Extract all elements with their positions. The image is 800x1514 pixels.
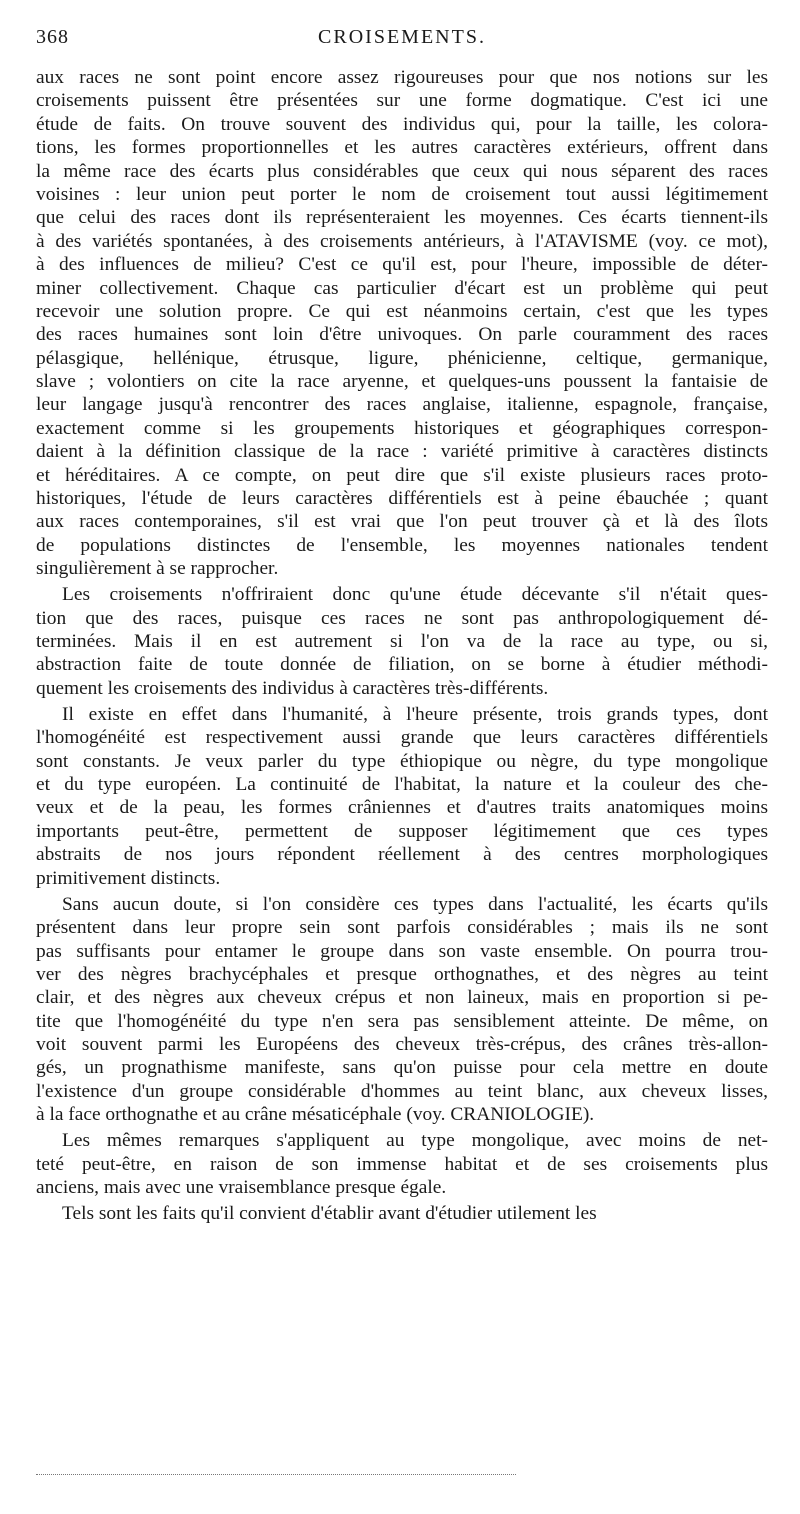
text-line: et héréditaires. A ce compte, on peut dire que s'il existe plusieurs races proto- — [36, 464, 768, 486]
running-head: CROISEMENTS. — [318, 26, 486, 48]
text-line: l'homogénéité est respectivement aussi grande que leurs caractères différentiels — [36, 727, 768, 749]
text-line: l'existence d'un groupe considérable d'hommes au teint blanc, aux cheveux lisses, — [36, 1080, 768, 1102]
text-line: quement les croisements des individus à caractères très-différents. — [36, 677, 549, 699]
text-line: sont constants. Je veux parler du type éthiopique ou nègre, du type mongolique — [36, 750, 768, 772]
paragraph — [36, 66, 768, 581]
paragraph — [36, 1202, 768, 1225]
text-line: veux et de la peau, les formes crâniennes et d'autres traits anatomiques moins — [36, 797, 768, 819]
text-line: gés, un prognathisme manifeste, sans qu'on puisse pour cela mettre en doute — [36, 1057, 768, 1079]
text-line: slave ; volontiers on cite la race aryenne, et quelques-uns poussent la fantaisie de — [36, 371, 768, 393]
text-line: et du type européen. La continuité de l'habitat, la nature et la couleur des che- — [36, 774, 768, 796]
body-text — [36, 66, 768, 1228]
text-line: Sans aucun doute, si l'on considère ces types dans l'actualité, les écarts qu'ils — [62, 893, 768, 915]
paragraph — [36, 893, 768, 1127]
paragraph — [36, 583, 768, 700]
text-line: aux races ne sont point encore assez rigoureuses pour que nos notions sur les — [36, 67, 768, 88]
paragraph — [36, 1129, 768, 1199]
text-line: teté peut-être, en raison de son immense habitat et de ses croisements plus — [36, 1153, 768, 1175]
text-line: exactement comme si les groupements historiques et géographiques correspon- — [36, 417, 768, 439]
text-line: Les mêmes remarques s'appliquent au type mongolique, avec moins de net- — [62, 1130, 768, 1152]
text-line: daient à la définition classique de la race : variété primitive à caractères distincts — [36, 441, 768, 463]
text-line: à des variétés spontanées, à des croisements antérieurs, à l'ATAVISME (voy. ce mot), — [36, 230, 768, 252]
page-number: 368 — [36, 26, 69, 48]
text-line: que celui des races dont ils représenteraient les moyennes. Ces écarts tiennent-ils — [36, 207, 768, 229]
text-line: tions, les formes proportionnelles et les autres caractères extérieurs, offrent dans — [36, 137, 768, 159]
text-line: importants peut-être, permettent de supposer légitimement que ces types — [36, 820, 768, 842]
text-line: Il existe en effet dans l'humanité, à l'heure présente, trois grands types, dont — [62, 703, 768, 725]
text-line: terminées. Mais il en est autrement si l'on va de la race au type, ou si, — [36, 631, 768, 653]
text-line: leur langage jusqu'à rencontrer des races anglaise, italienne, espagnole, française, — [36, 394, 768, 416]
text-line: la même race des écarts plus considérables que ceux qui nous séparent des races — [36, 160, 768, 182]
text-line: étude de faits. On trouve souvent des individus qui, pour la taille, les colora- — [36, 113, 768, 135]
text-line: pélasgique, hellénique, étrusque, ligure, phénicienne, celtique, germanique, — [36, 347, 768, 369]
text-line: clair, et des nègres aux cheveux crépus et non laineux, mais en proportion si pe- — [36, 987, 768, 1009]
text-line: anciens, mais avec une vraisemblance presque égale. — [36, 1177, 447, 1199]
text-line: abstraction faite de toute donnée de filiation, on se borne à étudier méthodi- — [36, 654, 768, 676]
text-line: à la face orthognathe et au crâne mésaticéphale (voy. CRANIOLOGIE). — [36, 1104, 595, 1126]
text-line: Les croisements n'offriraient donc qu'une étude décevante s'il n'était ques- — [62, 584, 768, 606]
paragraph — [36, 703, 768, 890]
text-line: tion que des races, puisque ces races ne sont pas anthropologiquement dé- — [36, 607, 768, 629]
text-line: voit souvent parmi les Européens des cheveux très-crépus, des crânes très-allon- — [36, 1034, 768, 1056]
text-line: voisines : leur union peut porter le nom de croisement tout aussi légitimement — [36, 183, 768, 205]
text-line: présentent dans leur propre sein sont parfois considérables ; mais ils ne sont — [36, 917, 768, 939]
page-header — [36, 26, 768, 56]
text-line: aux races contemporaines, s'il est vrai que l'on peut trouver çà et là des îlots — [36, 511, 768, 533]
text-line: croisements puissent être présentées sur une forme dogmatique. C'est ici une — [36, 90, 768, 112]
text-line: pas suffisants pour entamer le groupe dans son vaste ensemble. On pourra trou- — [36, 940, 768, 962]
footer-dotted-rule — [36, 1474, 516, 1475]
text-line: historiques, l'étude de leurs caractères différentiels est à peine ébauchée ; quant — [36, 488, 768, 510]
text-line: Tels sont les faits qu'il convient d'établir avant d'étudier utilement les — [62, 1203, 597, 1225]
text-line: primitivement distincts. — [36, 867, 221, 889]
text-line: abstraits de nos jours répondent réellement à des centres morphologiques — [36, 844, 768, 866]
text-line: ver des nègres brachycéphales et presque orthognathes, et des nègres au teint — [36, 963, 768, 985]
text-line: des races humaines sont loin d'être univoques. On parle couramment des races — [36, 324, 768, 346]
text-line: recevoir une solution propre. Ce qui est néanmoins certain, c'est que les types — [36, 300, 768, 322]
text-line: singulièrement à se rapprocher. — [36, 558, 279, 580]
text-line: tite que l'homogénéité du type n'en sera pas sensiblement atteinte. De même, on — [36, 1010, 768, 1032]
text-line: de populations distinctes de l'ensemble, les moyennes nationales tendent — [36, 534, 768, 556]
text-line: à des influences de milieu? C'est ce qu'il est, pour l'heure, impossible de déter- — [36, 254, 768, 276]
text-line: miner collectivement. Chaque cas particulier d'écart est un problème qui peut — [36, 277, 768, 299]
